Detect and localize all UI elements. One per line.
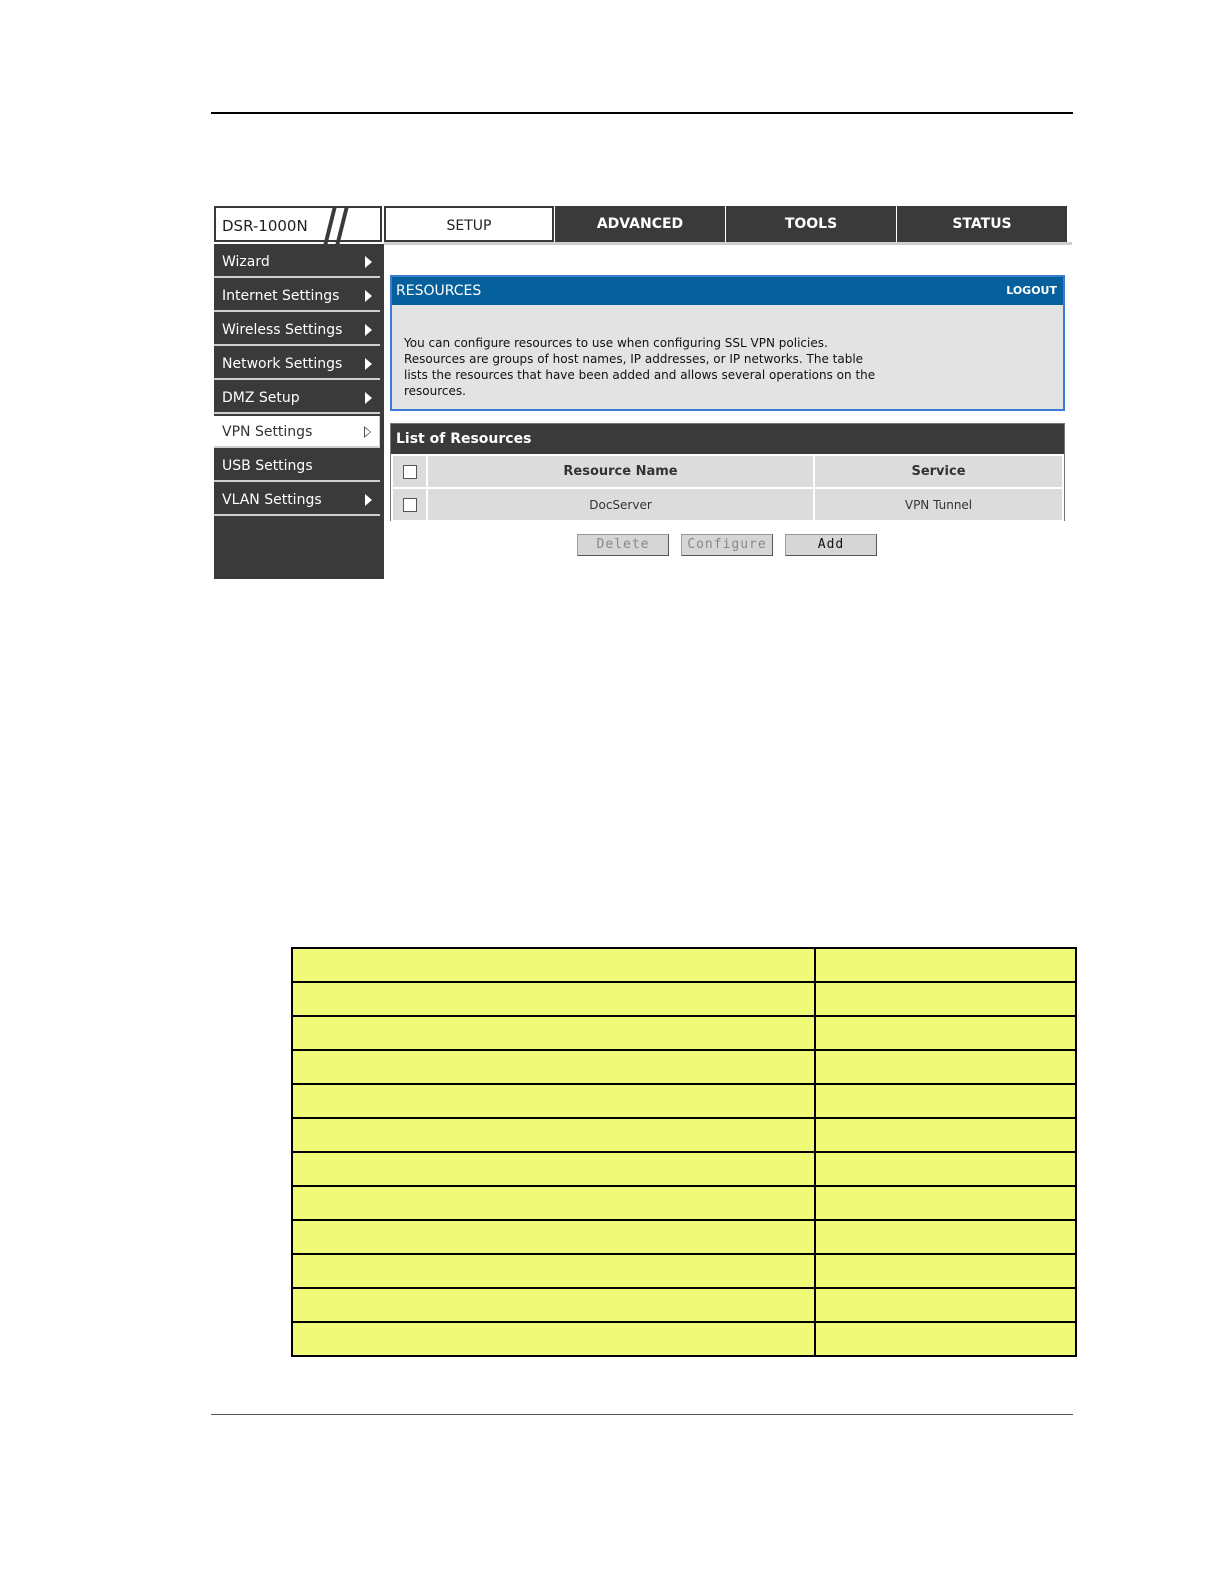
triangle-right-icon xyxy=(365,290,372,302)
sidebar-item-label: Wireless Settings xyxy=(222,322,343,338)
model-name: DSR-1000N xyxy=(222,217,308,235)
service-cell: VPN Tunnel xyxy=(814,488,1063,521)
table-row xyxy=(292,1220,1076,1254)
page-rule-top xyxy=(211,112,1073,114)
table-row xyxy=(292,1084,1076,1118)
select-all-cell xyxy=(392,455,427,488)
page-title: RESOURCES xyxy=(396,283,482,299)
resources-description: You can configure resources to use when configuring SSL VPN policies. Resources are groups of host names, IP addresses, or IP networks. The table lists the resources that have been added and allows several operations on the resources. xyxy=(404,336,876,398)
table-row xyxy=(292,1322,1076,1356)
table-row xyxy=(292,982,1076,1016)
sidebar-item-network-settings[interactable] xyxy=(214,348,380,380)
resources-list xyxy=(390,423,1065,521)
tabs-divider xyxy=(384,242,1072,245)
top-tabs xyxy=(384,206,1072,244)
delete-button[interactable]: Delete xyxy=(577,534,669,556)
table-row xyxy=(292,1016,1076,1050)
column-header-resource-name[interactable]: Resource Name xyxy=(427,455,814,488)
sidebar-item-label: Network Settings xyxy=(222,356,343,372)
sidebar xyxy=(214,244,384,579)
logo-slash-icon xyxy=(324,208,337,244)
sidebar-item-vpn-settings[interactable] xyxy=(214,416,380,448)
sidebar-item-internet-settings[interactable] xyxy=(214,280,380,312)
tab-status[interactable]: STATUS xyxy=(897,206,1067,242)
select-all-checkbox[interactable] xyxy=(403,465,417,479)
sidebar-item-label: Wizard xyxy=(222,254,270,270)
triangle-right-outline-icon xyxy=(364,426,371,438)
resources-table xyxy=(391,454,1064,522)
tab-tools[interactable]: TOOLS xyxy=(726,206,896,242)
resources-panel xyxy=(390,275,1065,411)
tab-advanced[interactable]: ADVANCED xyxy=(555,206,725,242)
table-row xyxy=(292,1152,1076,1186)
configure-button[interactable]: Configure xyxy=(681,534,773,556)
resources-header xyxy=(392,277,1063,305)
tab-setup[interactable]: SETUP xyxy=(384,206,554,242)
yellow-table xyxy=(291,947,1077,1357)
sidebar-item-label: Internet Settings xyxy=(222,288,340,304)
table-row xyxy=(292,948,1076,982)
list-title: List of Resources xyxy=(391,424,1064,454)
resource-name-cell: DocServer xyxy=(427,488,814,521)
triangle-right-icon xyxy=(365,324,372,336)
sidebar-item-dmz-setup[interactable] xyxy=(214,382,380,414)
sidebar-item-wireless-settings[interactable] xyxy=(214,314,380,346)
sidebar-item-label: VPN Settings xyxy=(222,424,313,440)
table-row xyxy=(292,1186,1076,1220)
row-checkbox[interactable] xyxy=(403,498,417,512)
sidebar-item-label: VLAN Settings xyxy=(222,492,322,508)
add-button[interactable]: Add xyxy=(785,534,877,556)
row-select-cell xyxy=(392,488,427,521)
model-logo xyxy=(214,206,382,242)
triangle-right-icon xyxy=(365,358,372,370)
sidebar-item-label: DMZ Setup xyxy=(222,390,300,406)
logo-slash-icon xyxy=(336,208,349,244)
logout-link[interactable]: LOGOUT xyxy=(1006,284,1057,297)
sidebar-item-vlan-settings[interactable] xyxy=(214,484,380,516)
triangle-right-icon xyxy=(365,392,372,404)
table-row[interactable] xyxy=(392,488,1063,521)
column-header-service[interactable]: Service xyxy=(814,455,1063,488)
table-header-row xyxy=(392,455,1063,488)
router-screenshot xyxy=(214,206,1072,579)
table-row xyxy=(292,1118,1076,1152)
triangle-right-icon xyxy=(365,256,372,268)
sidebar-item-label: USB Settings xyxy=(222,458,313,474)
triangle-right-icon xyxy=(365,494,372,506)
table-row xyxy=(292,1050,1076,1084)
table-row xyxy=(292,1288,1076,1322)
page-rule-bottom xyxy=(211,1414,1073,1415)
table-row xyxy=(292,1254,1076,1288)
sidebar-item-usb-settings[interactable] xyxy=(214,450,380,482)
sidebar-item-wizard[interactable] xyxy=(214,246,380,278)
